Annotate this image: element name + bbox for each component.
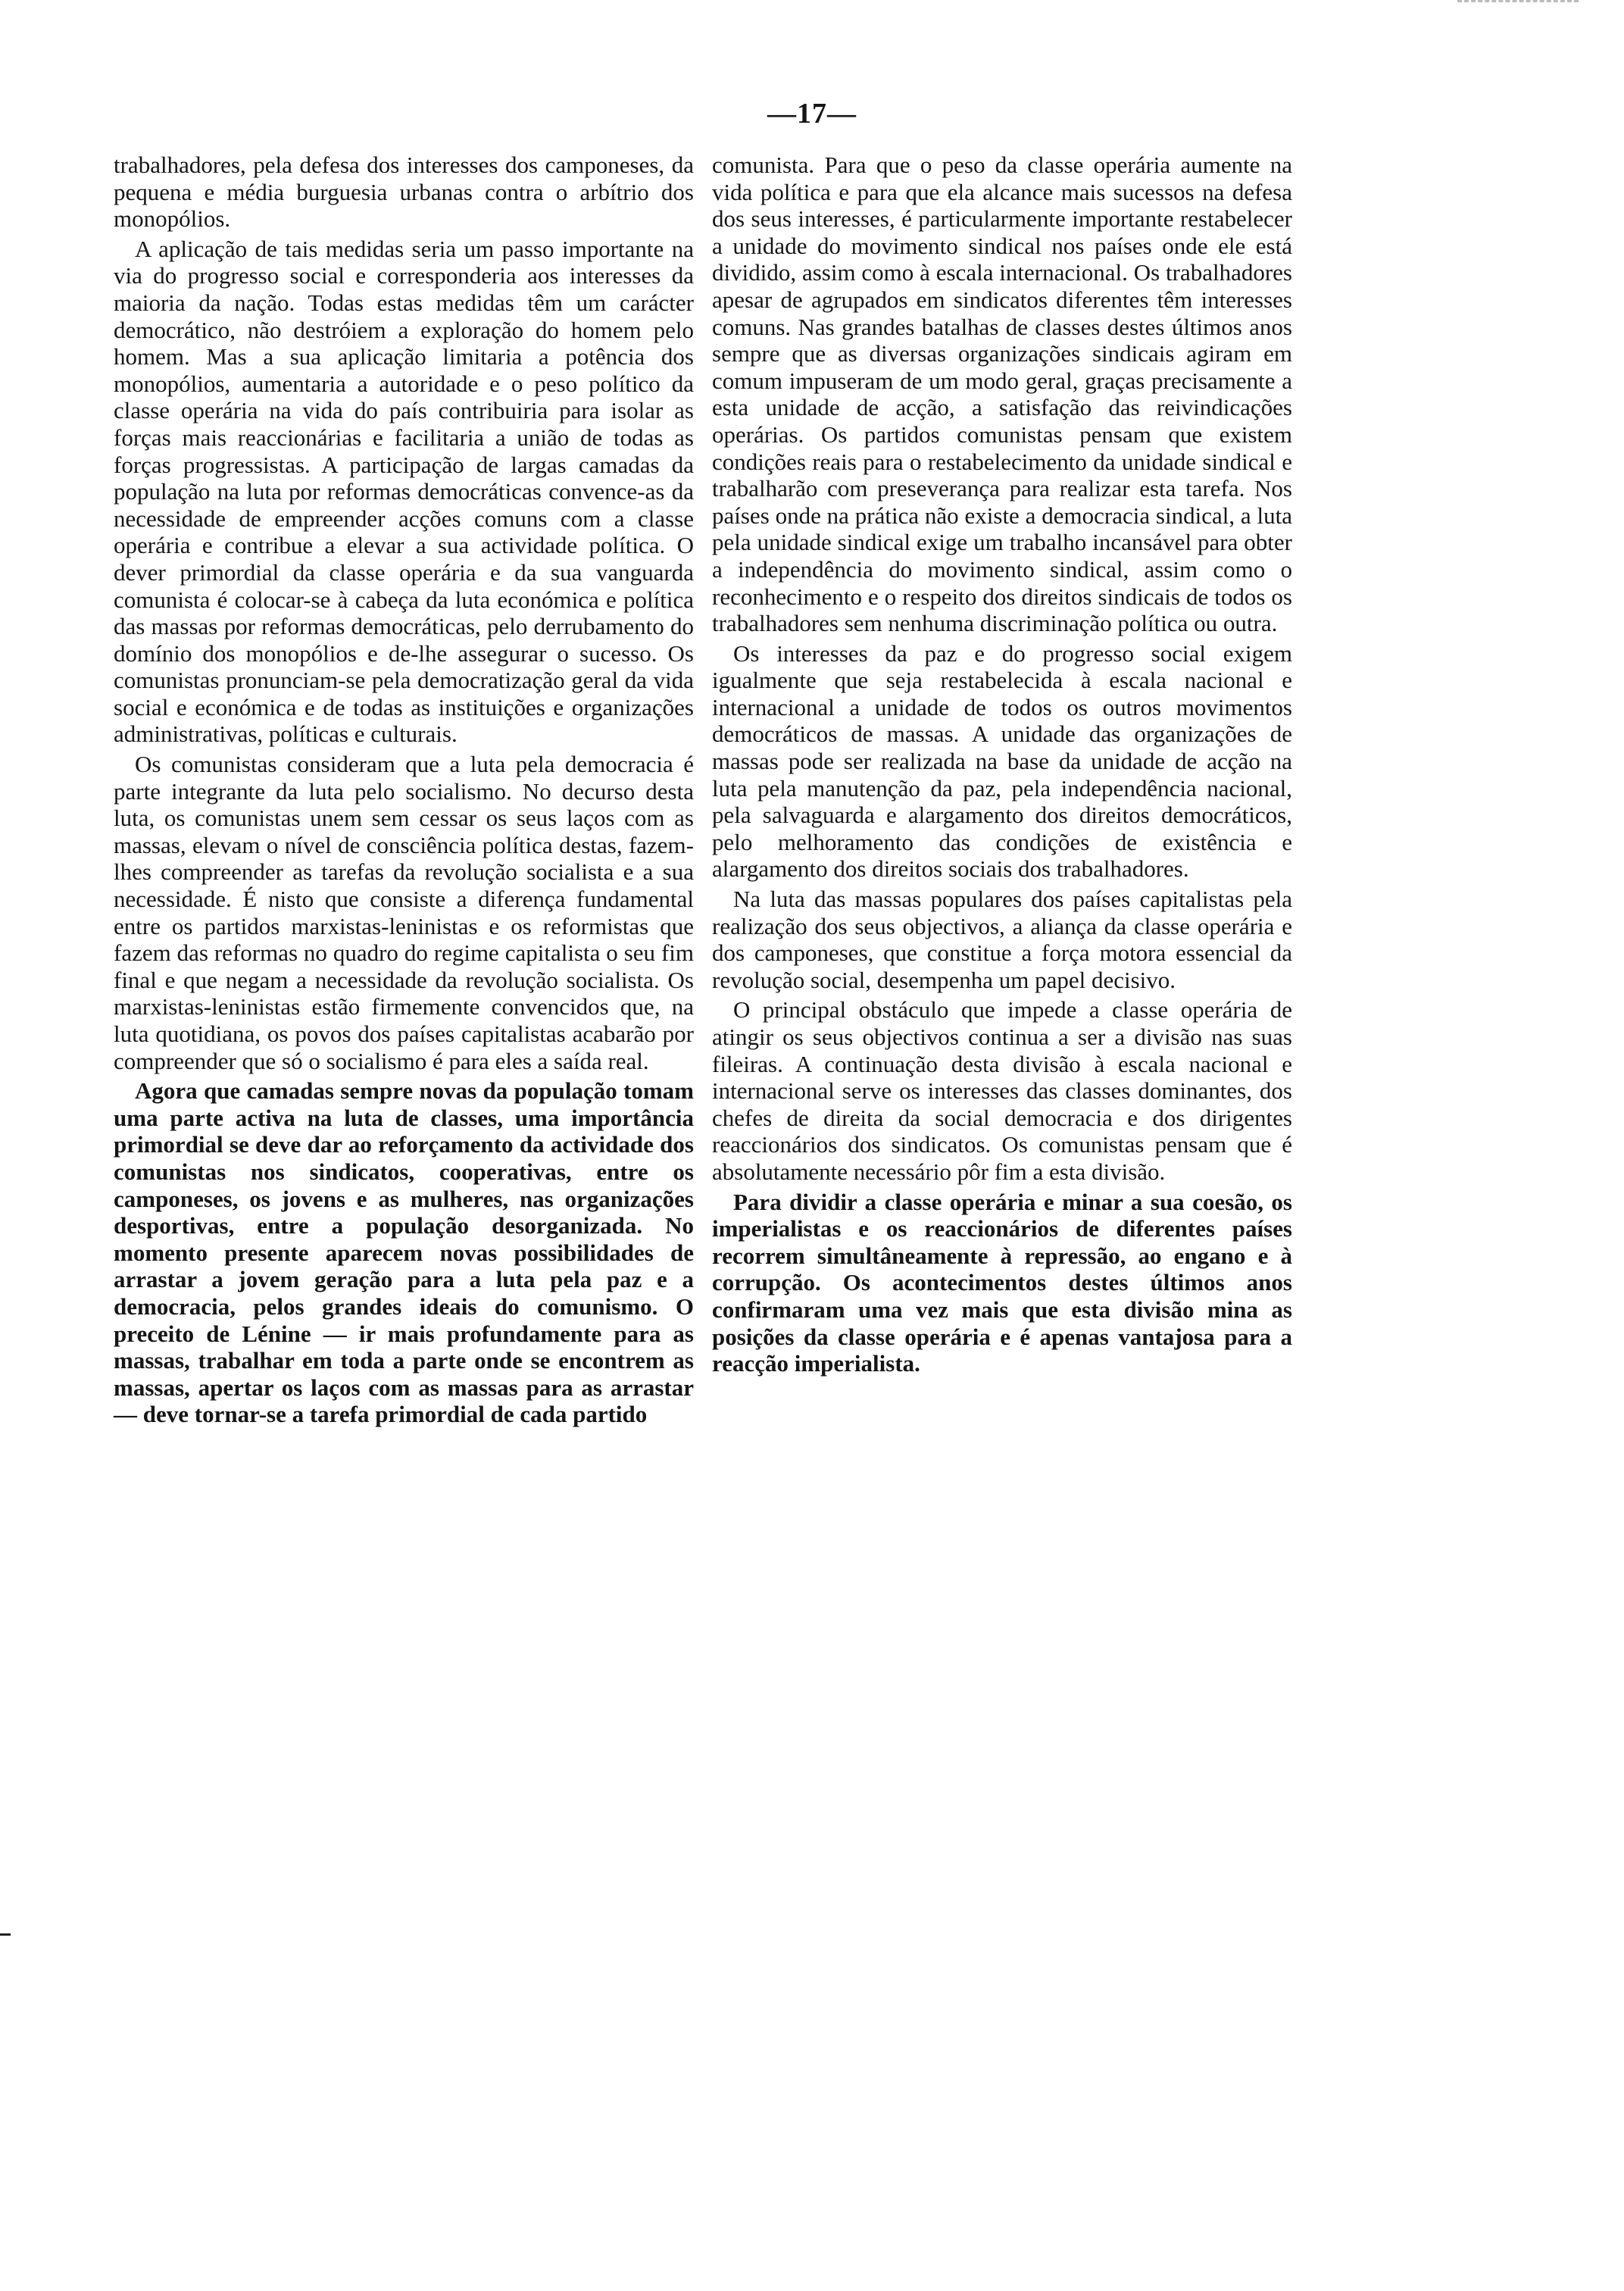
paragraph: Agora que camadas sempre novas da população tomam uma parte activa na luta de classes, uma importância primordial se deve dar ao reforçamento da actividade dos comunistas nos sindicatos, cooperativas, entre os camponeses, os jovens e as mulheres, nas organizações desportivas, entre a população desorganizada. No momento presente aparecem novas possibilidades de arrastar a jovem geração para a luta pela paz e a democracia, pelos grandes ideais do comunismo. O preceito de Lénine — ir mais profundamente para as massas, trabalhar em toda a parte onde se encontrem as massas, apertar os laços com as massas para as arrastar — deve tornar-se a tarefa primordial de cada partido <box>114 1077 694 1428</box>
paragraph: Os comunistas consideram que a luta pela democracia é parte integrante da luta pelo socialismo. No decurso desta luta, os comunistas unem sem cessar os seus laços com as massas, elevam o nível de consciência política destas, fazem-lhes compreender as tarefas da revolução socialista e a sua necessidade. É nisto que consiste a diferença fundamental entre os partidos marxistas-leninistas e os reformistas que fazem das reformas no quadro do regime capitalista o seu fim final e que negam a necessidade da revolução socialista. Os marxistas-leninistas estão firmemente convencidos que, na luta quotidiana, os povos dos países capitalistas acabarão por compreender que só o socialismo é para eles a saída real. <box>114 751 694 1074</box>
page-number: —17— <box>767 98 857 130</box>
margin-mark <box>0 1933 11 1936</box>
paragraph: comunista. Para que o peso da classe operária aumente na vida política e para que ela alcance mais sucessos na defesa dos seus interesses, é particularmente importante restabelecer a unidade do movimento sindical nos países onde ele está dividido, assim como à escala internacional. Os trabalhadores apesar de agrupados em sindicatos diferentes têm interesses comuns. Nas grandes batalhas de classes destes últimos anos sempre que as diversas organizações sindicais agiram em comum impuseram de um modo geral, graças precisamente a esta unidade de acção, a satisfação das reivindicações operárias. Os partidos comunistas pensam que existem condições reais para o restabelecimento da unidade sindical e trabalharão com preseverança para realizar esta tarefa. Nos países onde na prática não existe a democracia sindical, a luta pela unidade sindical exige um trabalho incansável para obter a independência do movimento sindical, assim como o reconhecimento e o respeito dos direitos sindicais de todos os trabalhadores sem nenhuma discriminação política ou outra. <box>712 152 1292 637</box>
right-column <box>712 152 1292 1377</box>
paragraph: Para dividir a classe operária e minar a sua coesão, os imperialistas e os reaccionários de diferentes países recorrem simultâneamente à repressão, ao engano e à corrupção. Os acontecimentos destes últimos anos confirmaram uma vez mais que esta divisão mina as posições da classe operária e é apenas vantajosa para a reacção imperialista. <box>712 1188 1292 1377</box>
paragraph: trabalhadores, pela defesa dos interesses dos camponeses, da pequena e média burguesia urbanas contra o arbítrio dos monopólios. <box>114 152 694 233</box>
paragraph: A aplicação de tais medidas seria um passo importante na via do progresso social e corresponderia aos interesses da maioria da nação. Todas estas medidas têm um carácter democrático, não destróiem a exploração do homem pelo homem. Mas a sua aplicação limitaria a potência dos monopólios, aumentaria a autoridade e o peso político da classe operária na vida do país contribuiria para isolar as forças mais reaccionárias e facilitaria a união de todas as forças progressistas. A participação de largas camadas da população na luta por reformas democráticas convence-as da necessidade de empreender acções comuns com a classe operária e contribue a elevar a sua actividade política. O dever primordial da classe operária e da sua vanguarda comunista é colocar-se à cabeça da luta económica e política das massas por reformas democráticas, pelo derrubamento do domínio dos monopólios e de-lhe assegurar o sucesso. Os comunistas pronunciam-se pela democratização geral da vida social e económica e de todas as instituições e organizações administrativas, políticas e culturais. <box>114 235 694 748</box>
paragraph: Os interesses da paz e do progresso social exigem igualmente que seja restabelecida à escala nacional e internacional a unidade de todos os outros movimentos democráticos de massas. A unidade das organizações de massas pode ser realizada na base da unidade de acção na luta pela manutenção da paz, pela independência nacional, pela salvaguarda e alargamento dos direitos democráticos, pelo melhoramento das condições de existência e alargamento dos direitos sociais dos trabalhadores. <box>712 639 1292 883</box>
paragraph: O principal obstáculo que impede a classe operária de atingir os seus objectivos continua a ser a divisão nas suas fileiras. A continuação desta divisão à escala nacional e internacional serve os interesses das classes dominantes, dos chefes de direita da social democracia e dos dirigentes reaccionários dos sindicatos. Os comunistas pensam que é absolutamente necessário pôr fim a esta divisão. <box>712 996 1292 1185</box>
scan-edge-mark <box>1457 0 1579 8</box>
left-column <box>114 152 694 1428</box>
paragraph: Na luta das massas populares dos países capitalistas pela realização dos seus objectivos, a aliança da classe operária e dos camponeses, que constitue a força motora essencial da revolução social, desempenha um papel decisivo. <box>712 886 1292 993</box>
